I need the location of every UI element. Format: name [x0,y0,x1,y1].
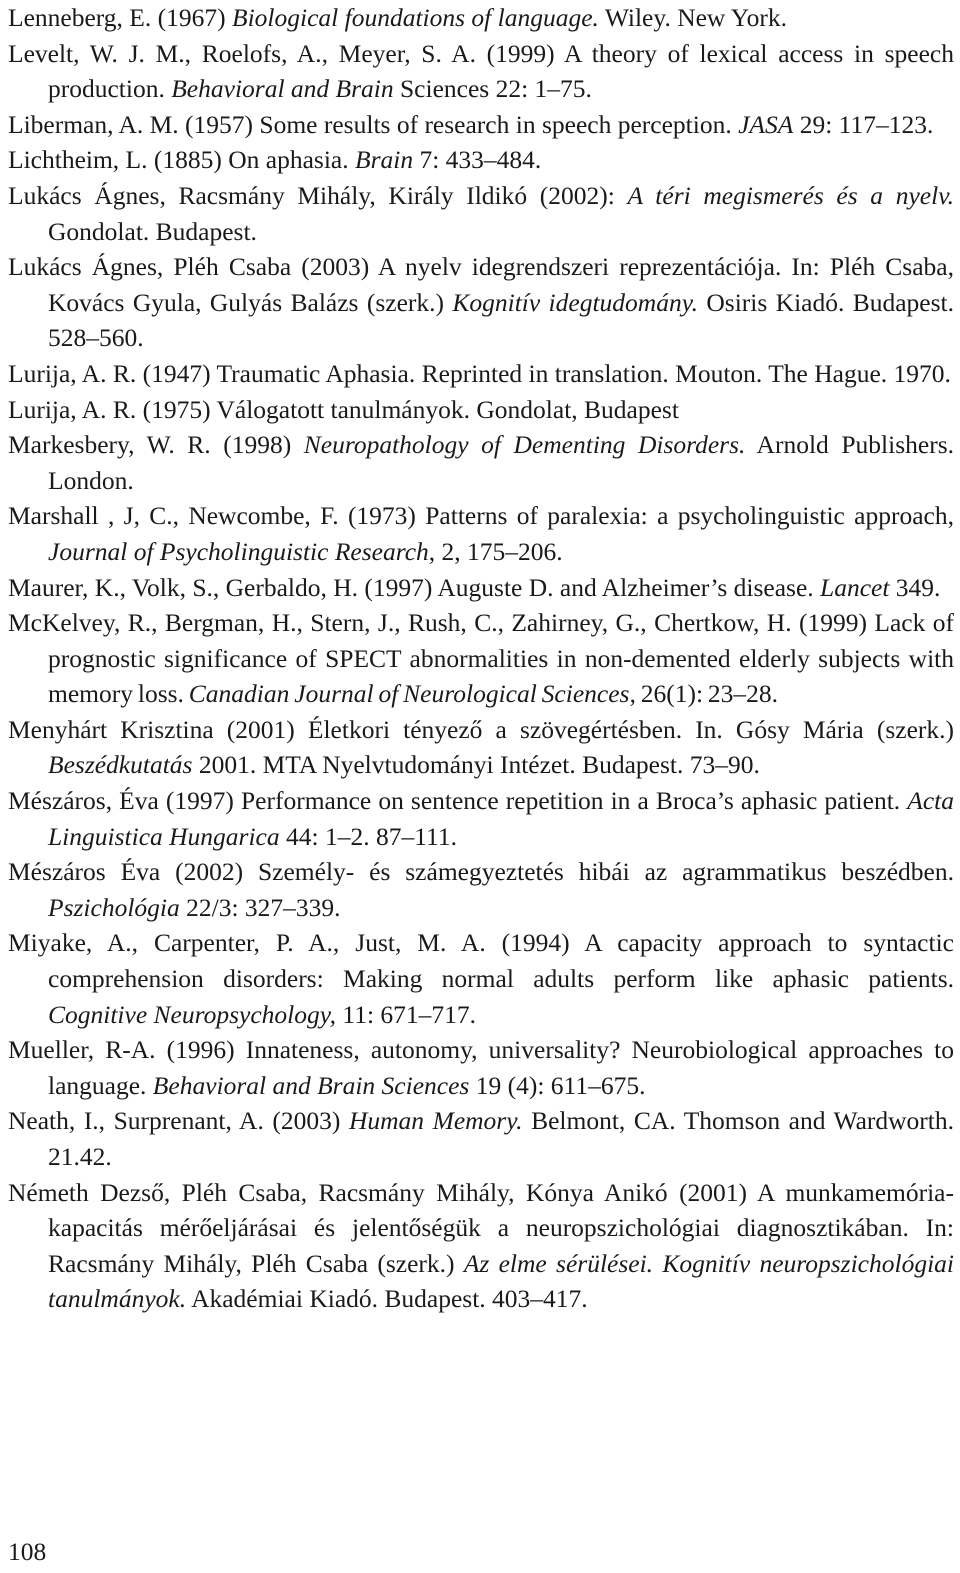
reference-entry [8,925,954,1032]
reference-text: Liberman, A. M. (1957) Some results of research in speech perception. [8,109,739,139]
page-number: 108 [8,1537,47,1566]
reference-entry [8,249,954,356]
reference-italic-text: Lancet [820,572,890,602]
reference-text: Lenneberg, E. (1967) [8,3,232,32]
reference-entry [8,570,954,606]
reference-entry [8,356,954,392]
reference-text: 29: 117–123. [793,109,934,139]
reference-text: McKelvey, R., Bergman, H., Stern, J., Rush, C., Zahirney, G., Chertkow, H. (1999) Lack of prognostic significance of SPECT abnormalities in non-demented elderly subjects with memory loss. [8,608,954,709]
reference-text: Sciences 22: 1–75. [393,74,592,104]
reference-text: Lukács Ágnes, Pléh Csaba (2003) A nyelv idegrendszeri reprezentációja. In: Pléh Csaba, Kovács Gyula, Gulyás Balázs (szerk.) [8,252,954,317]
reference-text: Wiley. New York. [598,3,788,32]
reference-text: Akadémiai Kiadó. Budapest. 403–417. [186,1284,588,1314]
reference-italic-text: Kognitív idegtudomány. [452,287,698,317]
reference-entry [8,1103,954,1174]
reference-text: Mészáros, Éva (1997) Performance on sentence repetition in a Broca’s aphasic patient. [8,786,908,816]
reference-text: Levelt, W. J. M., Roelofs, A., Meyer, S. A. (1999) A theory of lexical access in speech production. [8,38,954,104]
reference-entry [8,1175,954,1317]
reference-text: Mészáros Éva (2002) Személy- és számegyeztetés hibái az agrammatikus beszédben. [8,857,954,887]
reference-list [8,0,954,1317]
reference-text: 44: 1–2. 87–111. [279,821,457,851]
reference-text: Markesbery, W. R. (1998) [8,430,304,460]
reference-italic-text: Cognitive Neuropsychology, [48,999,337,1029]
reference-entry [8,142,954,178]
reference-text: Gondolat. Budapest. [48,216,257,246]
reference-entry [8,36,954,107]
reference-entry [8,427,954,498]
reference-italic-text: Behavioral and Brain Sciences [152,1070,470,1100]
reference-italic-text: Neuropathology of Dementing Disorders. [303,430,746,460]
reference-text: Neath, I., Surprenant, A. (2003) [8,1106,349,1136]
reference-text: Menyhárt Krisztina (2001) Életkori tényező a szövegértésben. In. Gósy Mária (szerk.) [8,714,954,744]
reference-italic-text: Pszichológia [48,892,180,922]
reference-text: Németh Dezső, Pléh Csaba, Racsmány Mihály, Kónya Anikó (2001) A munkamemória-kapacitás mérőeljárásai és jelentőségük a neuropszichológiai diagnosztikában. In: Racsmány Mihály, Pléh Csaba (szerk.) [8,1177,954,1278]
reference-text: 11: 671–717. [336,999,477,1029]
reference-text: , 2, 175–206. [428,536,563,566]
reference-entry [8,498,954,569]
reference-text: Lurija, A. R. (1947) Traumatic Aphasia. Reprinted in translation. Mouton. The Hague. 1970. [8,358,951,388]
reference-text: Belmont, CA. Thomson and Wardworth. 21.42. [48,1106,954,1171]
reference-italic-text: Beszédkutatás [48,750,193,780]
reference-text: Lukács Ágnes, Racsmány Mihály, Király Ildikó (2002): [8,180,628,210]
reference-text: Lichtheim, L. (1885) On aphasia. [8,145,355,175]
reference-italic-text: Az elme sérülései. Kognitív neuropszichológiai tanulmányok. [48,1248,954,1314]
reference-italic-text: Brain [355,145,414,175]
reference-text: Miyake, A., Carpenter, P. A., Just, M. A. (1994) A capacity approach to syntactic comprehension disorders: Making normal adults perform like aphasic patients. [8,928,954,994]
reference-italic-text: Human Memory. [348,1106,523,1136]
reference-text: 349. [889,572,941,602]
reference-text: Marshall , J, C., Newcombe, F. (1973) Patterns of paralexia: a psycholinguistic approach, [8,501,954,531]
reference-text: 26(1): 23–28. [635,679,779,709]
reference-text: 2001. MTA Nyelvtudományi Intézet. Budapest. 73–90. [192,750,760,780]
reference-entry [8,107,954,143]
reference-text: Arnold Publishers. London. [48,430,954,495]
reference-text: Maurer, K., Volk, S., Gerbaldo, H. (1997) Auguste D. and Alzheimer’s disease. [8,572,821,602]
reference-entry [8,605,954,712]
reference-text: 22/3: 327–339. [179,892,341,922]
reference-entry [8,392,954,428]
reference-italic-text: Acta Linguistica Hungarica [48,786,954,851]
reference-italic-text: Journal of Psycholinguistic Research [48,536,429,566]
reference-entry [8,178,954,249]
reference-italic-text: Canadian Journal of Neurological Sciences, [188,679,636,709]
reference-entry [8,783,954,854]
reference-italic-text: Behavioral and Brain [171,74,394,104]
reference-text: Lurija, A. R. (1975) Válogatott tanulmányok. Gondolat, Budapest [8,394,679,424]
reference-entry [8,1032,954,1103]
reference-text: 7: 433–484. [413,145,542,175]
reference-italic-text: JASA [738,109,794,139]
reference-italic-text: Biological foundations of language. [232,3,599,32]
reference-italic-text: A téri megismerés és a nyelv. [627,180,954,210]
reference-text: Mueller, R-A. (1996) Innateness, autonomy, universality? Neurobiological approaches to language. [8,1035,954,1100]
reference-entry [8,854,954,925]
reference-entry [8,0,954,36]
reference-text: 19 (4): 611–675. [469,1070,646,1100]
reference-entry [8,712,954,783]
reference-text: Osiris Kiadó. Budapest. 528–560. [48,287,954,353]
